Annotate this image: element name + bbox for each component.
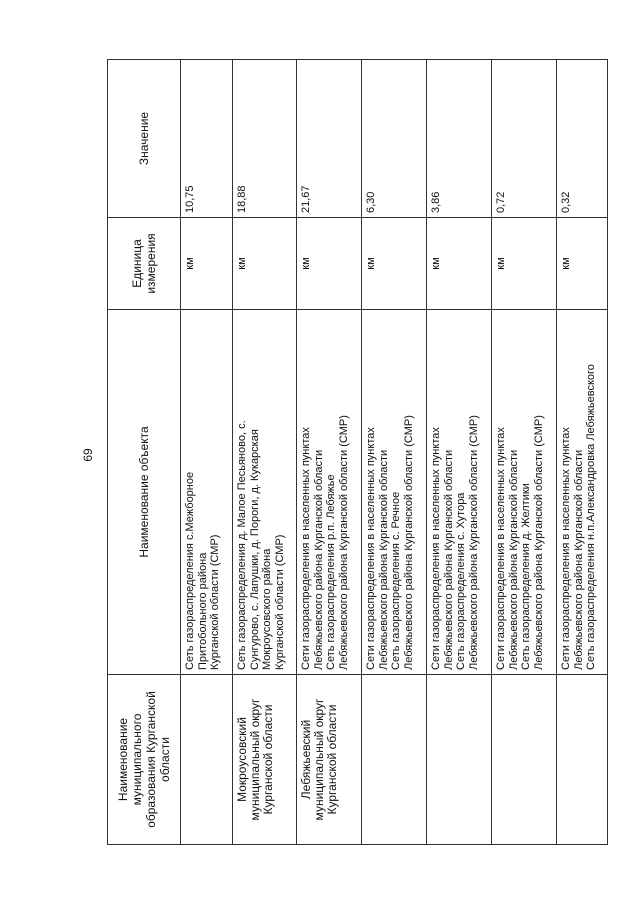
municipality-cell: Мокроусовский муниципальный округ Курганской области (233, 675, 297, 845)
page-number-text: 69 (81, 448, 95, 462)
object-line: Притобольного района (196, 552, 209, 670)
object-line: Лебяжьевского района Курганской области (СМР) (467, 415, 480, 670)
object-cell (427, 310, 492, 675)
unit-cell: км (233, 218, 297, 310)
table-row (181, 60, 233, 845)
municipality-cell: Лебяжьевский муниципальный округ Курганской области (297, 675, 362, 845)
object-line: Сети газораспределения в населенных пунктах (300, 427, 312, 670)
page-number (78, 440, 98, 470)
rotated-table (107, 60, 607, 845)
object-cell (297, 310, 362, 675)
object-cell (181, 310, 233, 675)
unit-cell: км (557, 218, 608, 310)
object-line: Сеть газораспределения д. Малое Песьяново, с. (236, 420, 248, 670)
object-line: Лебяжьевского района Курганской области (СМР) (337, 415, 350, 670)
table-row (492, 60, 557, 845)
table-row (557, 60, 608, 845)
header-municipality: Наименование муниципального образования Курганской области (108, 675, 181, 845)
unit-cell: км (181, 218, 233, 310)
gas-network-table (107, 59, 608, 845)
municipality-cell (181, 675, 233, 845)
object-line: Сеть газораспределения с. Речное (390, 491, 402, 670)
table-container (107, 60, 607, 845)
unit-cell: км (492, 218, 557, 310)
object-line: Сети газораспределения в населенных пунктах (495, 427, 507, 670)
object-line: Мокроусовского района (261, 548, 273, 670)
object-line: Лебяжьевского района Курганской области (572, 449, 585, 670)
object-line: Лебяжьевского района Курганской области (СМР) (532, 415, 545, 670)
value-cell: 6,30 (362, 60, 427, 218)
object-line: Сунгурово, с. Лапушки, д. Пороги, д. Кукарская (248, 429, 261, 670)
unit-cell: км (427, 218, 492, 310)
value-cell: 10,75 (181, 60, 233, 218)
object-cell (492, 310, 557, 675)
table-body (181, 60, 608, 845)
unit-cell: км (297, 218, 362, 310)
value-cell: 18,88 (233, 60, 297, 218)
object-cell (362, 310, 427, 675)
object-line: Сети газораспределения в населенных пунктах (430, 427, 442, 670)
object-line: Сети газораспределения в населенных пунктах (365, 427, 377, 670)
object-line: Сеть газораспределения р.п. Лебяжье (325, 474, 337, 670)
table-row (427, 60, 492, 845)
value-cell: 21,67 (297, 60, 362, 218)
object-line: Лебяжьевского района Курганской области (377, 449, 390, 670)
header-unit: Единица измерения (108, 218, 181, 310)
table-row (297, 60, 362, 845)
object-line: Сеть газораспределения с. Хутора (455, 492, 467, 670)
header-row (108, 60, 181, 845)
header-value: Значение (108, 60, 181, 218)
table-row (233, 60, 297, 845)
municipality-cell (427, 675, 492, 845)
object-line: Курганской области (СМР) (209, 534, 221, 670)
object-line: Лебяжьевского района Курганской области (507, 449, 520, 670)
header-object: Наименование объекта (108, 310, 181, 675)
value-cell: 0,72 (492, 60, 557, 218)
municipality-cell (362, 675, 427, 845)
object-line: Лебяжьевского района Курганской области (312, 449, 325, 670)
object-cell (233, 310, 297, 675)
municipality-cell (492, 675, 557, 845)
object-line: Курганской области (СМР) (273, 534, 286, 670)
object-line: Сеть газораспределения н.п.Александровка Лебяжьевского (585, 364, 597, 670)
object-line: Сеть газораспределения д. Желтики (520, 483, 532, 670)
object-line: Лебяжьевского района Курганской области (СМР) (402, 415, 415, 670)
object-line: Сети газораспределения в населенных пунктах (560, 427, 572, 670)
unit-cell: км (362, 218, 427, 310)
object-line: Лебяжьевского района Курганской области (442, 449, 455, 670)
table-row (362, 60, 427, 845)
value-cell: 3,86 (427, 60, 492, 218)
object-line: Сеть газораспределения с.Межборное (184, 471, 196, 670)
object-cell (557, 310, 608, 675)
value-cell: 0,32 (557, 60, 608, 218)
municipality-cell (557, 675, 608, 845)
